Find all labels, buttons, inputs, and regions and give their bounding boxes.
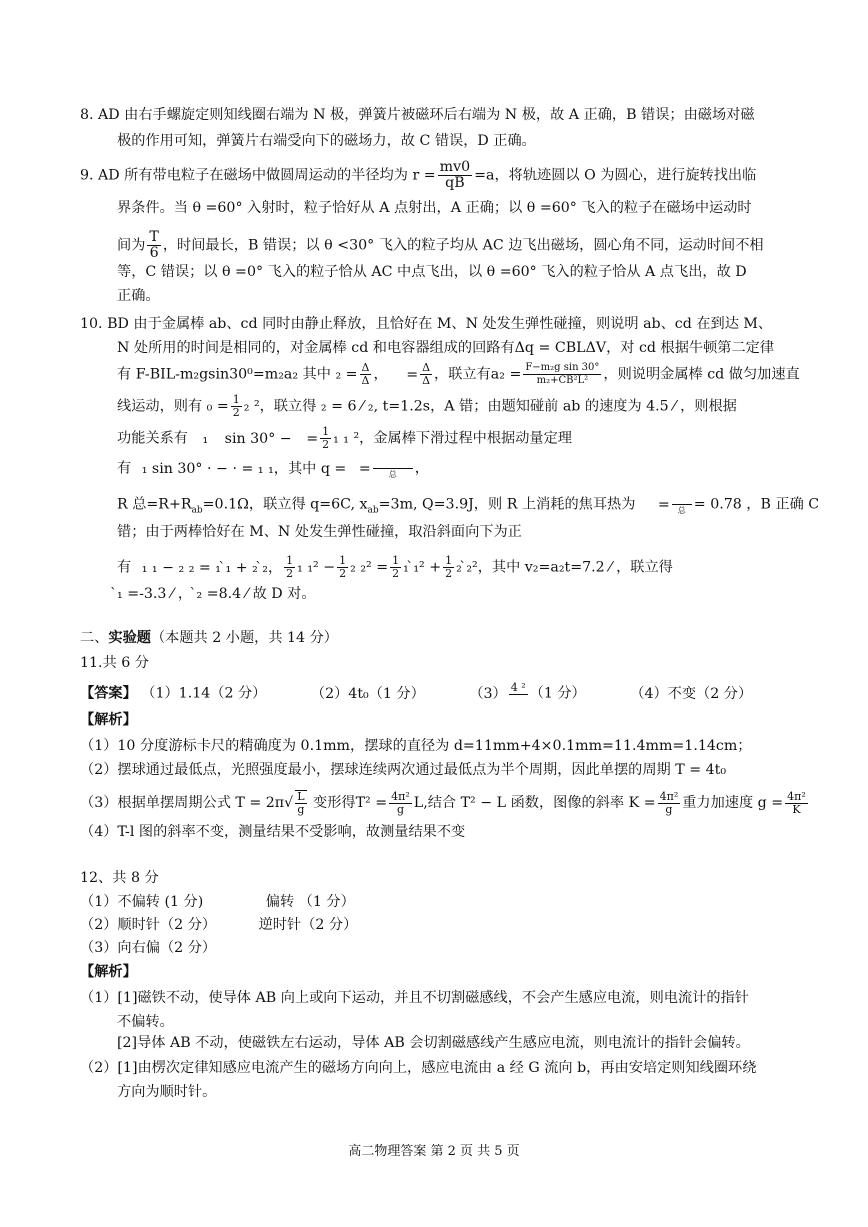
q11-explanation-3 bbox=[80, 790, 810, 816]
q10-text: ⁄ ₂, t=1.2s，A 错；由题知碰前 ab 的速度为 4.5 bbox=[361, 398, 669, 415]
q10-text: 有 bbox=[117, 460, 132, 477]
q12-explanation-2b: 方向为顺时针。 bbox=[117, 1084, 217, 1100]
fraction-numerator: mv0 bbox=[439, 159, 471, 175]
fraction-numerator: Δ bbox=[361, 361, 370, 374]
fraction-denominator: 2 bbox=[339, 567, 347, 580]
q11-text: （3）根据单摆周期公式 T = 2π bbox=[80, 795, 285, 811]
q10-text: ₁ sin 30° · − · = ₁ ₁，其中 q = bbox=[141, 460, 347, 477]
q12-explanation-2: （2）[1]由楞次定律知感应电流产生的磁场方向向上，感应电流由 a 经 G 流向 b，再由安培定则知线圈环绕 bbox=[80, 1060, 757, 1076]
q10-line-5 bbox=[117, 426, 572, 451]
q10-text: ， bbox=[373, 366, 388, 383]
q10-line-6 bbox=[117, 456, 429, 481]
sqrt-symbol: √ bbox=[284, 795, 294, 811]
fraction-denominator: 2 bbox=[286, 567, 294, 580]
q8-line-2: 极的作用可知，弹簧片右端受向下的磁场力，故 C 错误，D 正确。 bbox=[117, 133, 536, 149]
q10-text: = bbox=[406, 366, 419, 383]
q12-answer: （2）顺时针（2 分） bbox=[80, 917, 217, 933]
q10-text: 有 bbox=[117, 559, 132, 576]
q9-text: 间为 bbox=[117, 237, 146, 254]
q10-line-9 bbox=[117, 555, 673, 580]
q10-text: = bbox=[306, 430, 319, 447]
half-fraction bbox=[284, 555, 295, 580]
fraction-denominator: qB bbox=[445, 175, 465, 191]
q12-explanation-label: 【解析】 bbox=[80, 964, 137, 980]
half-fraction bbox=[231, 394, 242, 419]
answer-3: （3） bbox=[469, 685, 507, 702]
q12-answer-row-3: （3）向右偏（2 分） bbox=[80, 940, 217, 956]
q12-explanation-1b: 不偏转。 bbox=[117, 1014, 174, 1030]
charge-fraction bbox=[373, 456, 413, 481]
q10-line-7 bbox=[117, 492, 819, 520]
q10-text: ₂ = bbox=[335, 366, 358, 383]
half-fraction bbox=[443, 555, 454, 580]
fraction-denominator: 2 bbox=[232, 406, 240, 419]
q12-answer-row-1 bbox=[80, 892, 355, 912]
q10-text: ⁄ ，联立得 bbox=[609, 559, 673, 576]
q9-text: 9. AD 所有带电粒子在磁场中做圆周运动的半径均为 r = bbox=[80, 167, 436, 184]
q10-text: ₁ ₁ − ₂ ₂ = ₁ ̀₁ + ₂ ̀₂， bbox=[141, 559, 283, 576]
q10-text: sin 30° − bbox=[224, 430, 292, 447]
q9-text: =a，将轨迹圆以 O 为圆心，进行旋转找出临 bbox=[474, 167, 757, 184]
fraction-numerator: 1 bbox=[286, 554, 294, 567]
fraction-denominator bbox=[509, 695, 528, 705]
q10-text: =0.1Ω，联立得 q=6C, x bbox=[202, 496, 368, 513]
q10-text: ₁ ₁² − bbox=[297, 559, 336, 576]
half-fraction bbox=[320, 426, 331, 451]
four-pi-squared-fraction bbox=[389, 791, 412, 816]
q10-text: ，则说明金属棒 cd 做匀加速直 bbox=[603, 366, 800, 383]
q12-explanation-1: （1）[1]磁铁不动，使导体 AB 向上或向下运动，并且不切割磁感线，不会产生感应电流，则电流计的指针 bbox=[80, 990, 749, 1006]
gravity-fraction bbox=[785, 791, 808, 816]
q9-line-2: 界条件。当 θ =60° 入射时，粒子恰好从 A 点射出，A 正确；以 θ =60° 飞入的粒子在磁场中运动时 bbox=[117, 200, 752, 216]
fraction-denominator: 总 bbox=[677, 506, 686, 515]
fraction-denominator: g bbox=[396, 802, 404, 816]
fraction-denominator: 2 bbox=[392, 567, 400, 580]
q12-answer: （1）不偏转 (1 分) bbox=[80, 894, 204, 910]
q10-text: ，联立有a₂ = bbox=[434, 366, 522, 383]
q12-answer-row-2 bbox=[80, 915, 357, 935]
fraction-numerator: 4 ² bbox=[510, 681, 526, 694]
q10-text: ₁ bbox=[202, 430, 209, 447]
q10-text: 有 F-BIL-m₂gsin30⁰=m₂a₂ 其中 bbox=[117, 366, 331, 383]
q11-explanation-label: 【解析】 bbox=[80, 712, 137, 728]
fraction-denominator: 总 bbox=[388, 470, 397, 479]
fraction-denominator: Δ bbox=[361, 374, 370, 387]
answer-3-score: （1 分） bbox=[529, 685, 586, 702]
answer-label: 【答案】 bbox=[80, 685, 137, 702]
half-fraction bbox=[337, 555, 348, 580]
fraction-numerator: 1 bbox=[232, 393, 240, 406]
q9-line-4: 等，C 错误；以 θ =0° 飞入的粒子恰从 AC 中点飞出，以 θ =60° 飞入的粒子恰从 A 点飞出，故 D bbox=[117, 264, 747, 280]
q10-text: R 总=R+R bbox=[117, 496, 192, 513]
answer-3-fraction bbox=[509, 682, 528, 705]
q12-heading: 12、共 8 分 bbox=[80, 870, 159, 886]
q10-text: 线运动，则有 bbox=[117, 398, 203, 415]
delta-fraction bbox=[360, 362, 372, 387]
q10-line-8: 错；由于两棒恰好在 M、N 处发生弹性碰撞，取沿斜面向下为正 bbox=[117, 524, 522, 540]
q10-text: = bbox=[657, 496, 670, 513]
answer-2: （2）4t₀（1 分） bbox=[310, 685, 425, 702]
q10-text: ₁ ̀₁² + bbox=[403, 559, 442, 576]
q11-text: L,结合 T² − L 函数，图像的斜率 K = bbox=[413, 795, 656, 811]
section-title: 实验题 bbox=[108, 630, 151, 646]
fraction-numerator bbox=[672, 492, 692, 505]
q9-line-3 bbox=[117, 230, 764, 261]
fraction-denominator: 6 bbox=[149, 245, 159, 261]
q10-text: =3m, Q=3.9J，则 R 上消耗的焦耳热为 bbox=[378, 496, 636, 513]
fraction-numerator: 1 bbox=[339, 554, 347, 567]
q11-explanation-4: （4）T-l 图的斜率不变，测量结果不受影响，故测量结果不变 bbox=[80, 824, 466, 840]
q12-answer: 偏转 （1 分） bbox=[265, 894, 355, 910]
q10-line-2: N 处所用的时间是相同的，对金属棒 cd 和电容器组成的回路有Δq = CBLΔV，对 cd 根据牛顿第二定律 bbox=[117, 340, 775, 356]
q9-line-5: 正确。 bbox=[117, 288, 160, 304]
q10-text: ， bbox=[414, 460, 429, 477]
q11-answer-row bbox=[80, 682, 752, 705]
fraction-numerator bbox=[373, 456, 413, 469]
section-heading bbox=[80, 628, 338, 648]
q10-text: ₂ = 6 bbox=[320, 398, 357, 415]
heat-fraction bbox=[672, 492, 692, 517]
fraction-numerator: F−m₂g sin 30° bbox=[525, 362, 600, 373]
fraction-denominator: m₂+CB²L² bbox=[536, 375, 589, 386]
q9-line-1 bbox=[80, 160, 756, 191]
fraction-denominator: 2 bbox=[445, 567, 453, 580]
radius-fraction bbox=[438, 160, 473, 191]
q10-text: ₂ ₂² = bbox=[350, 559, 389, 576]
fraction-numerator: 1 bbox=[322, 425, 330, 438]
fraction-numerator: L bbox=[297, 790, 305, 803]
q10-line-10: ̀₁ =-3.3 ⁄ ， ̀₂ =8.4 ⁄ 故 D 对。 bbox=[117, 586, 316, 602]
fraction-denominator: 2 bbox=[322, 438, 330, 451]
fraction-numerator: 1 bbox=[445, 554, 453, 567]
slope-fraction bbox=[658, 791, 681, 816]
q12-answer: 逆时针（2 分） bbox=[258, 917, 358, 933]
acceleration-fraction bbox=[523, 362, 601, 387]
sqrt-fraction bbox=[295, 790, 306, 816]
fraction-denominator: g bbox=[297, 803, 305, 816]
subscript: ab bbox=[191, 505, 203, 516]
q10-text: ₀ = bbox=[206, 398, 229, 415]
q10-line-1: 10. BD 由于金属棒 ab、cd 同时由静止释放，且恰好在 M、N 处发生弹性碰撞，则说明 ab、cd 在到达 M、 bbox=[80, 316, 773, 332]
half-fraction bbox=[390, 555, 401, 580]
fraction-numerator: 4π² bbox=[659, 789, 679, 803]
fraction-denominator: g bbox=[665, 802, 673, 816]
fraction-denominator: Δ bbox=[422, 374, 431, 387]
fraction-numerator: 4π² bbox=[391, 789, 410, 803]
q10-text: 功能关系有 bbox=[117, 430, 188, 447]
q10-line-3 bbox=[117, 362, 800, 387]
q11-heading: 11.共 6 分 bbox=[80, 655, 149, 671]
q10-text: ₂ ̀₂²，其中 v₂=a₂t=7.2 bbox=[456, 559, 605, 576]
q11-text: 重力加速度 g = bbox=[682, 795, 784, 811]
subscript: ab bbox=[367, 505, 379, 516]
delta-fraction bbox=[420, 362, 432, 387]
q11-text: 变形得T² = bbox=[313, 795, 388, 811]
q12-explanation-1c: [2]导体 AB 不动，使磁铁左右运动，导体 AB 会切割磁感线产生感应电流，则电流计的指针会偏转。 bbox=[117, 1035, 750, 1051]
q8-line-1: 8. AD 由右手螺旋定则知线圈右端为 N 极，弹簧片被磁环后右端为 N 极，故 A 正确，B 错误；由磁场对磁 bbox=[80, 107, 755, 123]
q10-text: ₂ ²，联立得 bbox=[243, 398, 317, 415]
section-suffix: （本题共 2 小题，共 14 分） bbox=[150, 630, 338, 646]
fraction-numerator: T bbox=[149, 229, 159, 245]
fraction-numerator: 4π² bbox=[787, 789, 806, 803]
fraction-denominator: K bbox=[792, 802, 801, 816]
fraction-numerator: 1 bbox=[392, 554, 400, 567]
q10-text: ₁ ₁ ²，金属棒下滑过程中根据动量定理 bbox=[333, 430, 572, 447]
fraction-numerator: Δ bbox=[422, 361, 431, 374]
answer-4: （4）不变（2 分） bbox=[630, 685, 753, 702]
page-footer: 高二物理答案 第 2 页 共 5 页 bbox=[348, 1144, 520, 1159]
q10-text: ⁄ ，则根据 bbox=[673, 398, 737, 415]
q10-line-4 bbox=[117, 394, 737, 419]
section-prefix: 二、 bbox=[80, 630, 109, 646]
q9-text: ，时间最长，B 错误；以 θ <30° 飞入的粒子均从 AC 边飞出磁场，圆心角不同，运动时间不相 bbox=[162, 237, 764, 254]
q11-explanation-2: （2）摆球通过最低点，光照强度最小，摆球连续两次通过最低点为半个周期，因此单摆的周期 T = 4t₀ bbox=[80, 762, 727, 778]
period-fraction bbox=[147, 230, 160, 261]
answer-1: （1）1.14（2 分） bbox=[141, 685, 267, 702]
q10-text: = bbox=[358, 460, 371, 477]
q10-text: = 0.78 ，B 正确 C bbox=[693, 496, 820, 513]
q11-explanation-1: （1）10 分度游标卡尺的精确度为 0.1mm，摆球的直径为 d=11mm+4×0.1mm=11.4mm=1.14cm； bbox=[80, 738, 752, 754]
